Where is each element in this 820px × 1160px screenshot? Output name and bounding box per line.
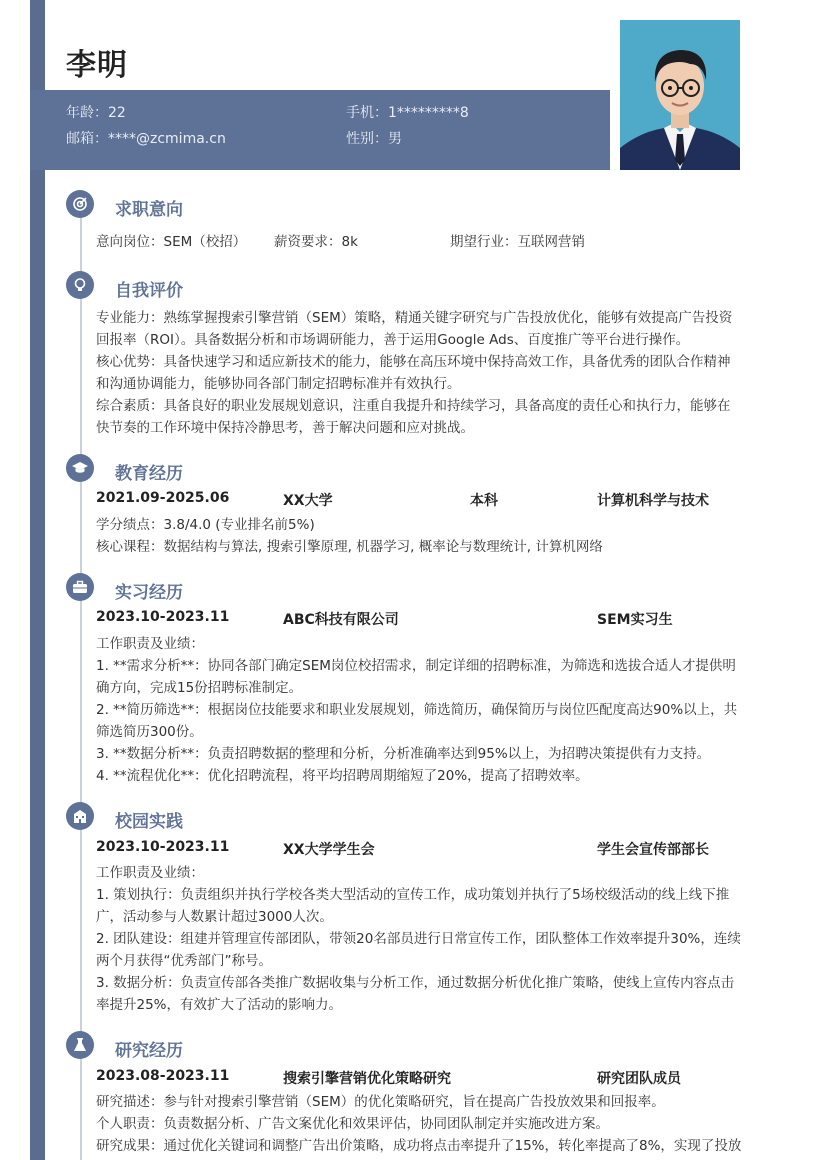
text-line: 工作职责及业绩： (96, 865, 204, 881)
section-title: 校园实践 (115, 812, 183, 832)
education-school: XX大学 (283, 493, 333, 509)
email-value: ****@zcmima.cn (108, 131, 226, 147)
text-line: 筛选简历300份。 (96, 724, 203, 740)
text-line: 核心课程：数据结构与算法, 搜索引擎原理, 机器学习, 概率论与数理统计, 计算机网络 (96, 539, 603, 555)
name-area (45, 0, 610, 90)
text-line: 4. **流程优化**：优化招聘流程，将平均招聘周期缩短了20%，提高了招聘效率。 (96, 768, 589, 784)
text-line: 个人职责：负责数据分析、广告文案优化和效果评估，协同团队制定并实施改进方案。 (96, 1116, 609, 1132)
text-line: 率提升25%，有效扩大了活动的影响力。 (96, 997, 343, 1013)
section-title: 求职意向 (115, 200, 183, 220)
campus-details (96, 862, 766, 1016)
campus-role: 学生会宣传部部长 (597, 842, 709, 858)
campus-date: 2023.10-2023.11 (96, 839, 230, 855)
education-date: 2021.09-2025.06 (96, 490, 230, 506)
lightbulb-icon (66, 271, 94, 299)
email-label: 邮箱： (66, 131, 108, 147)
text-line: 和沟通协调能力，能够协同各部门制定招聘标准并有效执行。 (96, 376, 461, 392)
text-line: 快节奏的工作环境中保持冷静思考，善于解决问题和应对挑战。 (96, 420, 474, 436)
text-line: 2. **简历筛选**：根据岗位技能要求和职业发展规划，筛选简历，确保简历与岗位匹配度高达90%以上，共 (96, 702, 738, 718)
campus-org: XX大学学生会 (283, 842, 375, 858)
gender-info (346, 128, 402, 148)
phone-value: 1*********8 (388, 105, 469, 121)
internship-header-row (96, 609, 776, 631)
internship-role: SEM实习生 (597, 612, 673, 628)
campus-header-row (96, 839, 776, 861)
text-line: 工作职责及业绩： (96, 636, 204, 652)
research-date: 2023.08-2023.11 (96, 1068, 230, 1084)
phone-label: 手机： (346, 105, 388, 121)
profile-photo (620, 20, 740, 170)
section-title: 教育经历 (115, 464, 183, 484)
text-line: 研究成果：通过优化关键词和调整广告出价策略，成功将点击率提升了15%，转化率提高了8%，实现了投放 (96, 1138, 742, 1154)
intent-salary: 薪资要求：8k (274, 234, 358, 250)
research-role: 研究团队成员 (597, 1071, 681, 1087)
text-line: 广，活动参与人数累计超过3000人次。 (96, 909, 333, 925)
text-line: 1. 策划执行：负责组织并执行学校各类大型活动的宣传工作，成功策划并执行了5场校级活动的线上线下推 (96, 887, 730, 903)
section-title: 实习经历 (115, 583, 183, 603)
research-details (96, 1091, 766, 1157)
age-label: 年龄： (66, 105, 108, 121)
left-accent-bar (30, 0, 45, 1160)
intent-industry: 期望行业：互联网营销 (450, 234, 585, 250)
section-title: 自我评价 (115, 281, 183, 301)
timeline-line (80, 200, 82, 1160)
phone-info (346, 102, 469, 122)
section-title: 研究经历 (115, 1041, 183, 1061)
internship-details (96, 633, 766, 787)
text-line: 1. **需求分析**：协同各部门确定SEM岗位校招需求，制定详细的招聘标准，为筛选和选拔合适人才提供明 (96, 658, 736, 674)
graduation-cap-icon (66, 454, 94, 482)
text-line: 3. 数据分析：负责宣传部各类推广数据收集与分析工作，通过数据分析优化推广策略，使线上宣传内容点击 (96, 975, 735, 991)
text-line: 两个月获得“优秀部门”称号。 (96, 953, 272, 969)
age-info (66, 102, 126, 122)
internship-date: 2023.10-2023.11 (96, 609, 230, 625)
text-line: 学分绩点：3.8/4.0 (专业排名前5%) (96, 517, 315, 533)
internship-company: ABC科技有限公司 (283, 612, 399, 628)
education-major: 计算机科学与技术 (597, 493, 709, 509)
age-value: 22 (108, 105, 126, 121)
gender-value: 男 (388, 131, 402, 147)
intent-position: 意向岗位：SEM（校招） (96, 234, 247, 250)
text-line: 2. 团队建设：组建并管理宣传部团队，带领20名部员进行日常宣传工作，团队整体工作效率提升30%，连续 (96, 931, 741, 947)
education-details (96, 514, 766, 558)
text-line: 回报率（ROI）。具备数据分析和市场调研能力，善于运用Google Ads、百度推广等平台进行操作。 (96, 332, 690, 348)
education-degree: 本科 (470, 493, 498, 509)
text-line: 确方向，完成15份招聘标准制定。 (96, 680, 303, 696)
gender-label: 性别： (346, 131, 388, 147)
research-header-row (96, 1068, 776, 1090)
target-icon (66, 190, 94, 218)
text-line: 研究描述：参与针对搜索引擎营销（SEM）的优化策略研究，旨在提高广告投放效果和回报率。 (96, 1094, 665, 1110)
candidate-name: 李明 (66, 48, 128, 83)
text-line: 核心优势：具备快速学习和适应新技术的能力，能够在高压环境中保持高效工作，具备优秀的团队合作精神 (96, 354, 731, 370)
text-line: 3. **数据分析**：负责招聘数据的整理和分析，分析准确率达到95%以上，为招聘决策提供有力支持。 (96, 746, 711, 762)
briefcase-icon (66, 573, 94, 601)
text-line: 综合素质：具备良好的职业发展规划意识，注重自我提升和持续学习，具备高度的责任心和执行力，能够在 (96, 398, 731, 414)
research-project: 搜索引擎营销优化策略研究 (283, 1071, 451, 1087)
email-info (66, 128, 226, 148)
building-icon (66, 802, 94, 830)
education-header-row (96, 490, 776, 512)
text-line: 专业能力：熟练掌握搜索引擎营销（SEM）策略，精通关键字研究与广告投放优化，能够有效提高广告投资 (96, 310, 733, 326)
flask-icon (66, 1031, 94, 1059)
self-eval-text (96, 307, 766, 439)
